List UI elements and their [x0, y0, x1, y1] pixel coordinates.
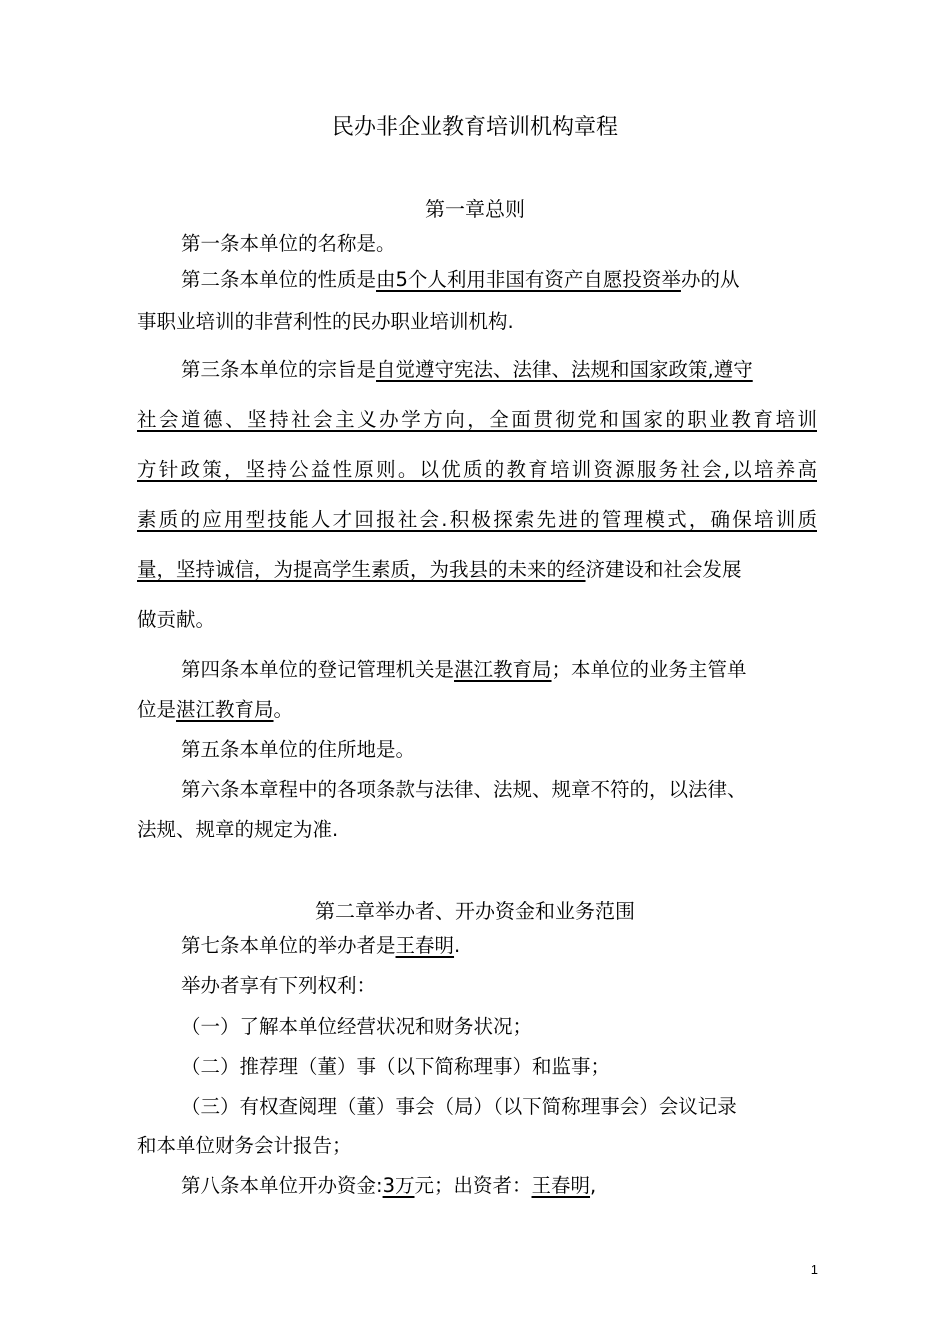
right-2: （二）推荐理（董）事（以下简称理事）和监事；: [181, 1055, 611, 1078]
article-4-line-2: 位是湛江教育局。: [137, 698, 294, 721]
article-3-line-4: 素质的应用型技能人才回报社会.积极探索先进的管理模式，确保培训质: [137, 508, 817, 531]
article-6-line-2: 法规、规章的规定为准.: [137, 818, 339, 841]
document-title: 民办非企业教育培训机构章程: [331, 115, 618, 140]
chapter-1-heading: 第一章总则: [425, 197, 525, 221]
rights-intro: 举办者享有下列权利：: [181, 974, 377, 997]
article-3-line-3: 方针政策，坚持公益性原则。以优质的教育培训资源服务社会,以培养高: [137, 458, 817, 481]
article-3-line-6: 做贡献。: [137, 608, 216, 631]
right-3-line-2: 和本单位财务会计报告；: [137, 1134, 352, 1157]
chapter-2-heading: 第二章举办者、开办资金和业务范围: [315, 899, 635, 923]
article-8: 第八条本单位开办资金:3万元；出资者：王春明,: [181, 1174, 597, 1197]
article-4-line-1: 第四条本单位的登记管理机关是湛江教育局；本单位的业务主管单: [181, 658, 747, 681]
right-3-line-1: （三）有权查阅理（董）事会（局）（以下简称理事会）会议记录: [181, 1095, 737, 1118]
article-6-line-1: 第六条本章程中的各项条款与法律、法规、规章不符的，以法律、: [181, 778, 747, 801]
right-1: （一）了解本单位经营状况和财务状况；: [181, 1015, 533, 1038]
article-3-line-5: 量，坚持诚信，为提高学生素质，为我县的未来的经济建设和社会发展: [137, 558, 742, 581]
article-2-line-1: 第二条本单位的性质是由5个人利用非国有资产自愿投资举办的从: [181, 268, 740, 291]
article-3-line-1: 第三条本单位的宗旨是自觉遵守宪法、法律、法规和国家政策,遵守: [181, 358, 753, 381]
article-5: 第五条本单位的住所地是。: [181, 738, 416, 761]
article-3-line-2: 社会道德、坚持社会主义办学方向，全面贯彻党和国家的职业教育培训: [137, 408, 817, 431]
article-2-line-2: 事职业培训的非营利性的民办职业培训机构.: [137, 310, 514, 333]
article-1: 第一条本单位的名称是。: [181, 232, 396, 255]
article-2-underlined-nature: 由5个人利用非国有资产自愿投资举: [376, 268, 681, 291]
page-number: 1: [810, 1262, 818, 1277]
article-7: 第七条本单位的举办者是王春明.: [181, 934, 461, 957]
